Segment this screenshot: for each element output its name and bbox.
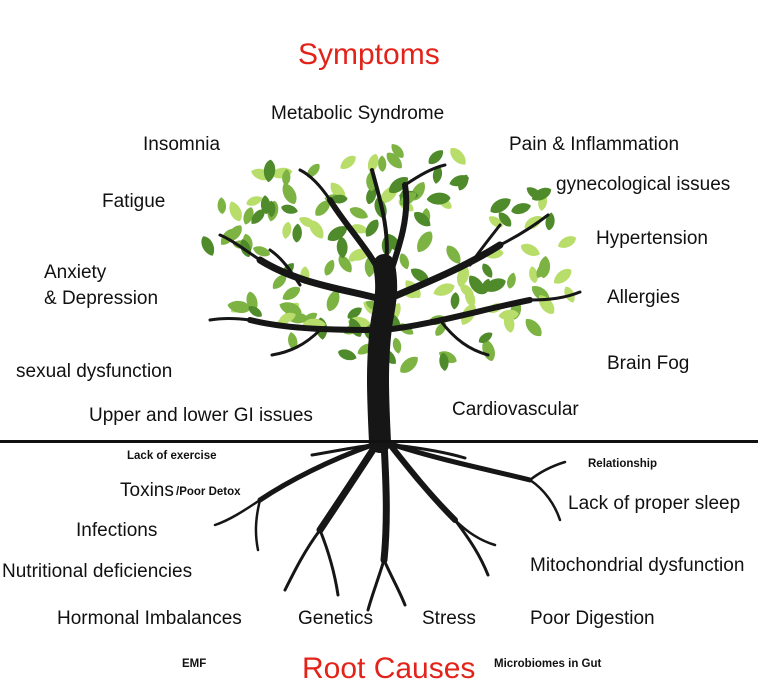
leaf-shape xyxy=(217,197,227,214)
leaf-shape xyxy=(348,204,370,221)
cause-nutritional-deficiencies: Nutritional deficiencies xyxy=(2,561,193,582)
symptom-insomnia: Insomnia xyxy=(143,134,221,155)
leaf-shape xyxy=(450,292,460,310)
leaf-shape xyxy=(505,272,517,290)
leaf-shape xyxy=(279,181,300,207)
symptom-brain-fog: Brain Fog xyxy=(607,353,690,374)
cause-hormonal-imbalances: Hormonal Imbalances xyxy=(57,608,242,629)
leaf-shape xyxy=(391,337,402,355)
leaf-shape xyxy=(413,228,436,255)
cause-emf: EMF xyxy=(182,658,207,670)
leaf-shape xyxy=(378,155,387,172)
cause-poor-detox: /Poor Detox xyxy=(176,486,241,498)
cause-stress: Stress xyxy=(422,608,476,629)
leaf-shape xyxy=(280,284,303,304)
leaf-shape xyxy=(551,265,575,287)
leaf-shape xyxy=(198,234,217,258)
leaf-shape xyxy=(337,153,358,173)
symptom-anxiety: Anxiety xyxy=(44,262,107,283)
leaf-shape xyxy=(281,221,293,240)
leaf-shape xyxy=(411,208,434,229)
leaf-shape xyxy=(556,233,578,251)
cause-genetics: Genetics xyxy=(298,608,373,629)
leaf-shape xyxy=(510,201,533,217)
leaf-shape xyxy=(292,223,303,243)
symptom-pain-inflammation: Pain & Inflammation xyxy=(509,134,680,155)
leaf-shape xyxy=(304,161,322,180)
symptom-gynecological: gynecological issues xyxy=(556,174,731,195)
symptoms-title: Symptoms xyxy=(298,38,440,71)
leaf-shape xyxy=(398,252,412,271)
symptom-allergies: Allergies xyxy=(607,287,680,308)
root-causes-title: Root Causes xyxy=(302,652,476,685)
symptom-depression: & Depression xyxy=(44,288,159,309)
leaf-shape xyxy=(336,347,358,363)
symptom-gi-issues: Upper and lower GI issues xyxy=(89,405,313,426)
leaf-shape xyxy=(480,262,495,280)
ground-line xyxy=(0,440,758,443)
leaf-shape xyxy=(226,199,245,223)
cause-toxins: Toxins xyxy=(120,480,174,501)
leaf-shape xyxy=(447,145,470,168)
leaf-shape xyxy=(519,241,542,259)
symptom-cardiovascular: Cardiovascular xyxy=(452,399,579,420)
leaf-shape xyxy=(397,353,422,377)
cause-infections: Infections xyxy=(76,520,158,541)
leaf-shape xyxy=(280,203,299,216)
symptom-fatigue: Fatigue xyxy=(102,191,166,212)
tree-roots xyxy=(215,442,565,610)
cause-microbiomes-in-gut: Microbiomes in Gut xyxy=(494,658,602,670)
leaf-shape xyxy=(322,258,337,277)
cause-poor-digestion: Poor Digestion xyxy=(530,608,655,629)
symptom-metabolic-syndrome: Metabolic Syndrome xyxy=(271,103,445,124)
cause-mitochondrial-dysfunction: Mitochondrial dysfunction xyxy=(530,555,745,576)
cause-lack-of-sleep: Lack of proper sleep xyxy=(568,493,741,514)
leaf-shape xyxy=(336,237,348,259)
cause-relationship: Relationship xyxy=(588,458,658,470)
symptom-sexual-dysfunction: sexual dysfunction xyxy=(16,361,173,382)
leaf-shape xyxy=(522,315,545,339)
cause-lack-of-exercise: Lack of exercise xyxy=(127,450,217,462)
symptom-hypertension: Hypertension xyxy=(596,228,708,249)
